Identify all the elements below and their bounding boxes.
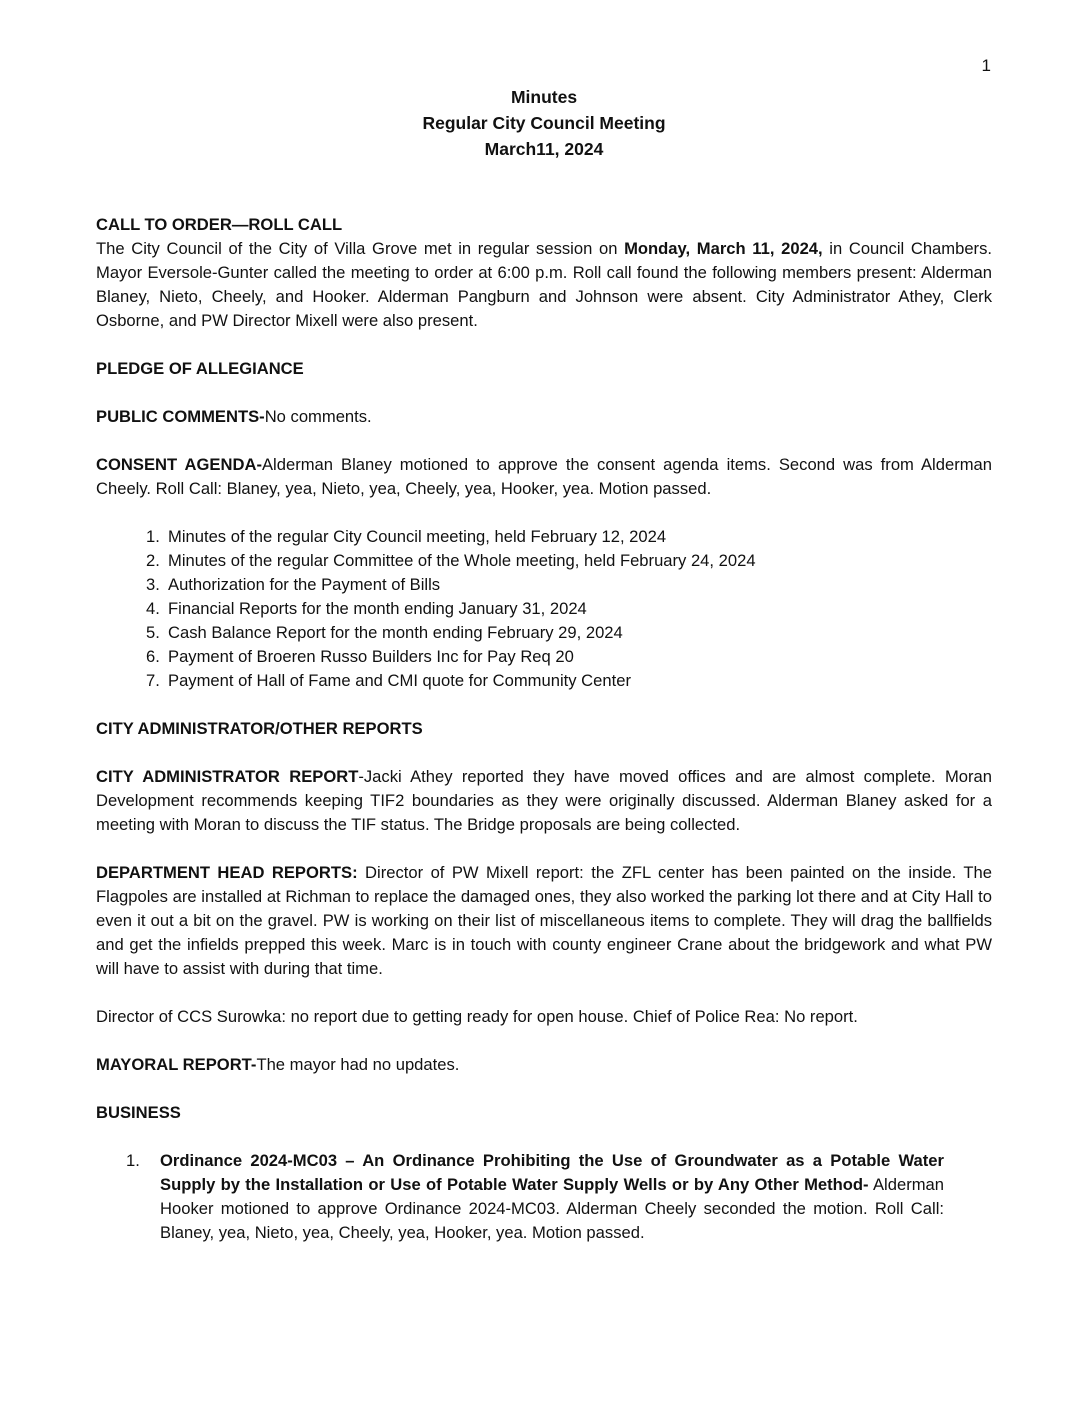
business-item-body xyxy=(160,1149,944,1245)
list-item-number: 3. xyxy=(146,575,160,594)
consent-agenda-list xyxy=(96,525,992,693)
call-to-order-text-2: in Council Chambers. Mayor Eversole-Gunter called the meeting to order at 6:00 p.m. Roll call found the following members present: Alderman Blaney, Nieto, Cheely, and Hooker. Alderman Pangburn and Johnson were absent. City Administrator Athey, Clerk Osborne, and PW Director Mixell were also present. xyxy=(96,239,992,330)
list-item-text: Financial Reports for the month ending January 31, 2024 xyxy=(168,599,587,618)
list-item xyxy=(146,549,992,573)
business-item xyxy=(126,1149,944,1245)
meeting-type: Regular City Council Meeting xyxy=(422,113,666,133)
department-head-reports-text: Director of PW Mixell report: the ZFL center has been painted on the inside. The Flagpoles are installed at Richman to replace the damaged ones, they also worked the parking lot there and at City Hall to even it out a bit on the gravel. PW is working on their list of miscellaneous items to complete. They will drag the ballfields and get the infields prepped this week. Marc is in touch with county engineer Crane about the bridgework and what PW will have to assist with during that time. xyxy=(96,863,993,978)
list-item-number: 5. xyxy=(146,623,160,642)
list-item-text: Payment of Hall of Fame and CMI quote for Community Center xyxy=(168,671,631,690)
department-head-reports-text-2: Director of CCS Surowka: no report due to getting ready for open house. Chief of Police Rea: No report. xyxy=(96,1007,858,1026)
administrator-report-heading: CITY ADMINISTRATOR REPORT xyxy=(96,767,359,786)
business-heading: BUSINESS xyxy=(96,1103,181,1122)
public-comments-text: No comments. xyxy=(264,407,372,426)
list-item-text: Authorization for the Payment of Bills xyxy=(168,575,441,594)
list-item-number: 2. xyxy=(146,551,160,570)
list-item-text: Minutes of the regular City Council meeting, held February 12, 2024 xyxy=(168,527,667,546)
public-comments-section xyxy=(96,405,992,429)
business-item-title: Ordinance 2024-MC03 – An Ordinance Prohibiting the Use of Groundwater as a Potable Water Supply by the Installation or Use of Potable Water Supply Wells or by Any Other Method- xyxy=(160,1151,944,1194)
list-item xyxy=(146,597,992,621)
business-item-number: 1. xyxy=(126,1151,140,1170)
consent-agenda-section xyxy=(96,453,992,501)
public-comments-heading: PUBLIC COMMENTS- xyxy=(96,407,265,426)
department-head-reports-heading: DEPARTMENT HEAD REPORTS: xyxy=(96,863,358,882)
document-header xyxy=(0,84,1088,162)
mayoral-report-heading: MAYORAL REPORT- xyxy=(96,1055,257,1074)
administrator-report-section xyxy=(96,765,992,837)
list-item-number: 1. xyxy=(146,527,160,546)
list-item-text: Payment of Broeren Russo Builders Inc for Pay Req 20 xyxy=(168,647,574,666)
list-item-text: Cash Balance Report for the month ending February 29, 2024 xyxy=(168,623,623,642)
list-item xyxy=(146,645,992,669)
list-item-number: 6. xyxy=(146,647,160,666)
department-head-reports-continued xyxy=(96,1005,992,1029)
department-head-reports-section xyxy=(96,861,992,981)
consent-agenda-heading: CONSENT AGENDA- xyxy=(96,455,262,474)
list-item-number: 4. xyxy=(146,599,160,618)
reports-heading: CITY ADMINISTRATOR/OTHER REPORTS xyxy=(96,719,423,738)
minutes-body xyxy=(96,213,992,1245)
business-section xyxy=(96,1101,992,1125)
list-item xyxy=(146,573,992,597)
call-to-order-text-1: The City Council of the City of Villa Grove met in regular session on xyxy=(96,239,625,258)
call-to-order-section xyxy=(96,213,992,333)
page-number: 1 xyxy=(981,56,991,75)
list-item xyxy=(146,669,992,693)
consent-agenda-text: Alderman Blaney motioned to approve the consent agenda items. Second was from Alderman Cheely. Roll Call: Blaney, yea, Nieto, yea, Cheely, yea, Hooker, yea. Motion passed. xyxy=(96,455,992,498)
business-item-text: Alderman Hooker motioned to approve Ordinance 2024-MC03. Alderman Cheely seconded the motion. Roll Call: Blaney, yea, Nieto, yea, Cheely, yea, Hooker, yea. Motion passed. xyxy=(160,1175,944,1242)
meeting-date: March11, 2024 xyxy=(484,139,604,159)
list-item xyxy=(146,525,992,549)
document-title: Minutes xyxy=(510,87,578,107)
mayoral-report-section xyxy=(96,1053,992,1077)
call-to-order-heading: CALL TO ORDER—ROLL CALL xyxy=(96,215,343,234)
reports-section xyxy=(96,717,992,741)
administrator-report-text: -Jacki Athey reported they have moved offices and are almost complete. Moran Development recommends keeping TIF2 boundaries as they were originally discussed. Alderman Blaney asked for a meeting with Moran to discuss the TIF status. The Bridge proposals are being collected. xyxy=(96,767,992,834)
pledge-section xyxy=(96,357,992,381)
list-item-number: 7. xyxy=(146,671,160,690)
list-item xyxy=(146,621,992,645)
pledge-heading: PLEDGE OF ALLEGIANCE xyxy=(96,359,304,378)
call-to-order-date: Monday, March 11, 2024, xyxy=(624,239,823,258)
mayoral-report-text: The mayor had no updates. xyxy=(256,1055,460,1074)
list-item-text: Minutes of the regular Committee of the Whole meeting, held February 24, 2024 xyxy=(168,551,756,570)
